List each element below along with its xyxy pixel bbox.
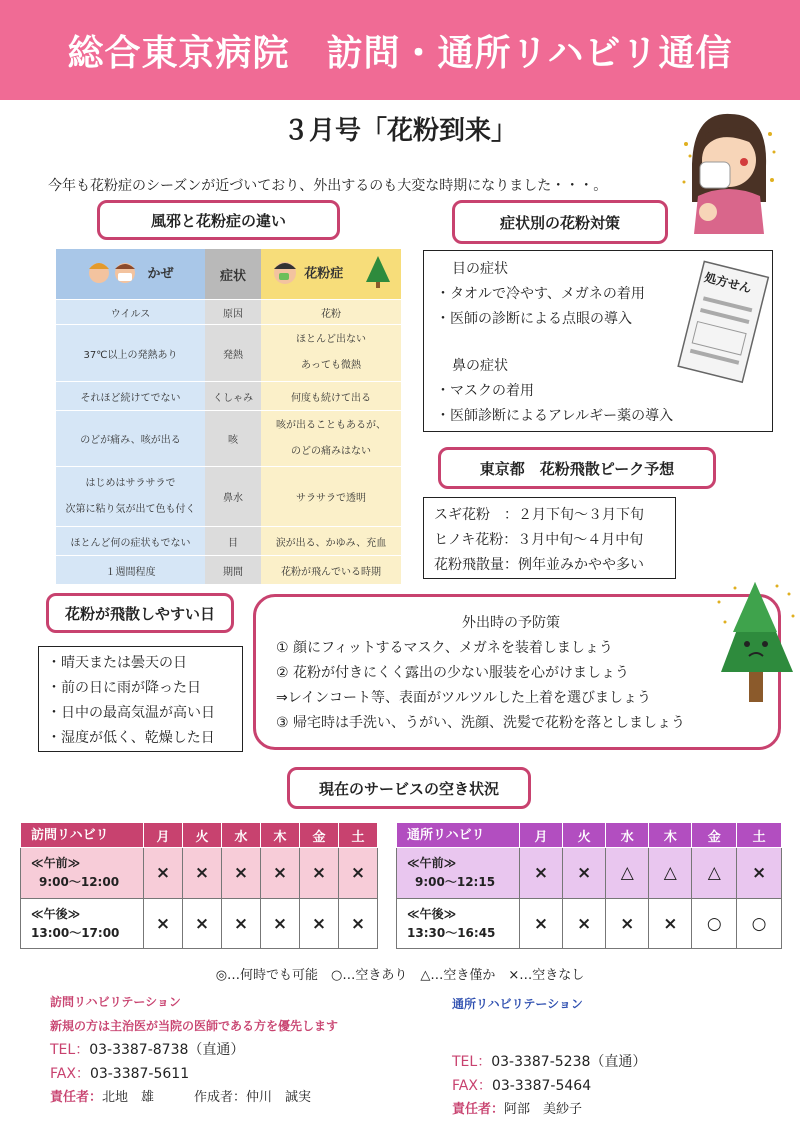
table-row <box>56 556 401 585</box>
visit-rehab-label: 訪問リハビリ <box>21 823 144 848</box>
hayfever-cell: 涙が出る、かゆみ、充血 <box>261 527 401 556</box>
hayfever-cell: ほとんど出ない あっても微熱 <box>261 325 401 382</box>
comparison-header-row <box>56 249 401 300</box>
cold-cell: それほど続けてでない <box>56 382 205 411</box>
resp-key: 責任者： <box>452 1102 505 1117</box>
availability-cell: × <box>520 899 563 949</box>
resp-key: 責任者： <box>50 1090 103 1105</box>
am-time: 9:00～12:15 <box>415 875 496 889</box>
peak-line: ヒノキ花粉：３月中旬～４月中旬 <box>434 532 644 548</box>
cold-label: かぜ <box>147 266 174 282</box>
day-header: 火 <box>183 823 222 848</box>
day-header: 木 <box>261 823 300 848</box>
nose-symptom-title: 鼻の症状 <box>452 358 508 374</box>
list-item: ・日中の最高気温が高い日 <box>47 705 215 721</box>
visit-responsible: 北地 雄 <box>102 1090 155 1105</box>
availability-cell: × <box>339 848 378 899</box>
list-item: ・晴天または曇天の日 <box>47 655 187 671</box>
table-row <box>56 527 401 556</box>
visit-fax: 03-3387-5611 <box>89 1066 190 1082</box>
symptom-cell: 咳 <box>205 411 261 467</box>
sneezing-boy-icon <box>272 258 298 290</box>
hayfever-cell: 花粉 <box>261 300 401 325</box>
availability-cell: ○ <box>692 899 737 949</box>
list-item: ・医師診断によるアレルギー薬の導入 <box>436 408 674 424</box>
outdoor-prevention-title: 外出時の予防策 <box>462 615 560 631</box>
pm-label: ≪午後≫ <box>31 906 81 921</box>
cold-vs-hayfever-heading: 風邪と花粉症の違い <box>97 200 340 240</box>
day-header: 水 <box>222 823 261 848</box>
availability-cell: × <box>183 848 222 899</box>
hayfever-label: 花粉症 <box>304 266 344 282</box>
availability-cell: × <box>563 848 606 899</box>
pollen-peak-box <box>423 497 676 579</box>
author: 作成者：仲川 誠実 <box>194 1090 312 1105</box>
symptom-measures-heading: 症状別の花粉対策 <box>452 200 668 244</box>
am-slot-label <box>397 848 520 899</box>
availability-cell: × <box>261 848 300 899</box>
table-row <box>21 848 378 899</box>
availability-cell: × <box>649 899 692 949</box>
pm-slot-label <box>21 899 144 949</box>
visit-rehab-contact <box>50 990 410 1110</box>
availability-cell: × <box>261 899 300 949</box>
visit-rehab-priority-note: 新規の方は主治医が当院の医師である方を優先します <box>50 1019 339 1033</box>
cold-cell: ウイルス <box>56 300 205 325</box>
intro-text: 今年も花粉症のシーズンが近づいており、外出するのも大変な時期になりました・・・。 <box>48 178 608 194</box>
sneezing-woman-illustration <box>678 104 778 234</box>
outdoor-prevention-box <box>253 594 781 750</box>
cold-column-header <box>56 249 205 300</box>
newsletter-title: 総合東京病院 訪問・通所リハビリ通信 <box>0 0 800 100</box>
day-responsible: 阿部 美紗子 <box>504 1102 583 1117</box>
table-row <box>56 382 401 411</box>
hayfever-cell: 何度も続けて出る <box>261 382 401 411</box>
day-rehab-label: 通所リハビリ <box>397 823 520 848</box>
prevention-line: ② 花粉が付きにくく露出の少ない服装を心がけましょう <box>276 665 629 681</box>
list-item: ・マスクの着用 <box>436 383 534 399</box>
hayfever-cell: 咳が出ることもあるが、 のどの痛みはない <box>261 411 401 467</box>
availability-cell: △ <box>692 848 737 899</box>
am-label: ≪午前≫ <box>407 856 457 870</box>
availability-cell: × <box>339 899 378 949</box>
list-item: ・前の日に雨が降った日 <box>47 680 201 696</box>
day-header: 月 <box>144 823 183 848</box>
symptom-cell: 期間 <box>205 556 261 585</box>
scatter-days-heading: 花粉が飛散しやすい日 <box>46 593 234 633</box>
hayfever-cell: 花粉が飛んでいる時期 <box>261 556 401 585</box>
comparison-table <box>56 249 401 585</box>
table-row <box>397 899 782 949</box>
availability-cell: × <box>144 899 183 949</box>
availability-cell: × <box>737 848 782 899</box>
cedar-tree-illustration <box>715 578 797 706</box>
symptom-column-header: 症状 <box>205 249 261 300</box>
cold-cell: のどが痛み、咳が出る <box>56 411 205 467</box>
day-rehab-contact <box>452 992 782 1122</box>
hayfever-column-header <box>261 249 401 300</box>
pm-time: 13:00～17:00 <box>31 925 120 940</box>
table-header-row <box>21 823 378 848</box>
table-row <box>56 300 401 325</box>
availability-cell: × <box>563 899 606 949</box>
list-item: ・湿度が低く、乾燥した日 <box>47 730 215 746</box>
eye-symptom-title: 目の症状 <box>452 261 508 277</box>
table-row <box>56 325 401 382</box>
availability-cell: △ <box>606 848 649 899</box>
list-item: ・タオルで冷やす、メガネの着用 <box>436 286 645 302</box>
day-rehab-contact-title: 通所リハビリテーション <box>452 997 583 1011</box>
pollen-peak-heading: 東京都 花粉飛散ピーク予想 <box>438 447 716 489</box>
visit-tel: 03-3387-8738（直通） <box>89 1042 245 1058</box>
symptom-cell: 鼻水 <box>205 467 261 527</box>
cold-cell: ほとんど何の症状もでない <box>56 527 205 556</box>
visit-rehab-availability-table <box>20 822 378 949</box>
availability-cell: × <box>300 899 339 949</box>
availability-legend: ◎…何時でも可能 ○…空きあり △…空き僅か ×…空きなし <box>215 968 585 983</box>
availability-cell: × <box>183 899 222 949</box>
peak-line: スギ花粉 ：２月下旬～３月下旬 <box>434 507 644 523</box>
sick-people-icon <box>87 257 139 291</box>
availability-cell: △ <box>649 848 692 899</box>
availability-cell: × <box>520 848 563 899</box>
day-header: 土 <box>339 823 378 848</box>
day-header: 木 <box>649 823 692 848</box>
list-item: ・医師の診断による点眼の導入 <box>436 311 632 327</box>
day-header: 土 <box>737 823 782 848</box>
am-slot-label <box>21 848 144 899</box>
fax-key: FAX： <box>452 1078 492 1094</box>
cold-cell: はじめはサラサラで 次第に粘り気が出て色も付く <box>56 467 205 527</box>
day-tel: 03-3387-5238（直通） <box>491 1054 647 1070</box>
day-header: 月 <box>520 823 563 848</box>
table-row <box>21 899 378 949</box>
symptom-cell: 目 <box>205 527 261 556</box>
pm-label: ≪午後≫ <box>407 906 457 921</box>
day-header: 金 <box>692 823 737 848</box>
tel-key: TEL： <box>452 1054 492 1070</box>
availability-heading: 現在のサービスの空き状況 <box>287 767 531 809</box>
pm-slot-label <box>397 899 520 949</box>
visit-rehab-contact-title: 訪問リハビリテーション <box>50 995 181 1009</box>
prevention-line: ① 顔にフィットするマスク、メガネを装着しましょう <box>276 640 613 656</box>
prescription-label: 処方せん <box>702 270 753 296</box>
peak-line: 花粉飛散量：例年並みかやや多い <box>434 557 644 573</box>
scatter-days-box <box>38 646 243 752</box>
day-fax: 03-3387-5464 <box>491 1078 592 1094</box>
am-label: ≪午前≫ <box>31 856 81 870</box>
day-header: 金 <box>300 823 339 848</box>
cold-cell: 37℃以上の発熱あり <box>56 325 205 382</box>
fax-key: FAX： <box>50 1066 90 1082</box>
table-row <box>397 848 782 899</box>
hayfever-cell: サラサラで透明 <box>261 467 401 527</box>
day-rehab-availability-table <box>396 822 782 949</box>
table-row <box>56 411 401 467</box>
availability-cell: × <box>222 899 261 949</box>
prescription-illustration <box>676 258 772 388</box>
availability-cell: × <box>606 899 649 949</box>
cold-cell: １週間程度 <box>56 556 205 585</box>
prevention-line: ③ 帰宅時は手洗い、うがい、洗顔、洗髪で花粉を落としましょう <box>276 715 685 731</box>
symptom-cell: 原因 <box>205 300 261 325</box>
table-header-row <box>397 823 782 848</box>
prevention-line: ⇒レインコート等、表面がツルツルした上着を選びましょう <box>276 690 652 706</box>
day-header: 水 <box>606 823 649 848</box>
issue-title: ３月号「花粉到来」 <box>282 116 517 146</box>
availability-cell: × <box>144 848 183 899</box>
tel-key: TEL： <box>50 1042 90 1058</box>
availability-cell: ○ <box>737 899 782 949</box>
availability-cell: × <box>300 848 339 899</box>
day-header: 火 <box>563 823 606 848</box>
pm-time: 13:30～16:45 <box>407 925 496 940</box>
symptom-cell: 発熱 <box>205 325 261 382</box>
symptom-cell: くしゃみ <box>205 382 261 411</box>
table-row <box>56 467 401 527</box>
am-time: 9:00～12:00 <box>39 875 120 889</box>
cedar-tree-icon <box>366 256 390 292</box>
availability-cell: × <box>222 848 261 899</box>
